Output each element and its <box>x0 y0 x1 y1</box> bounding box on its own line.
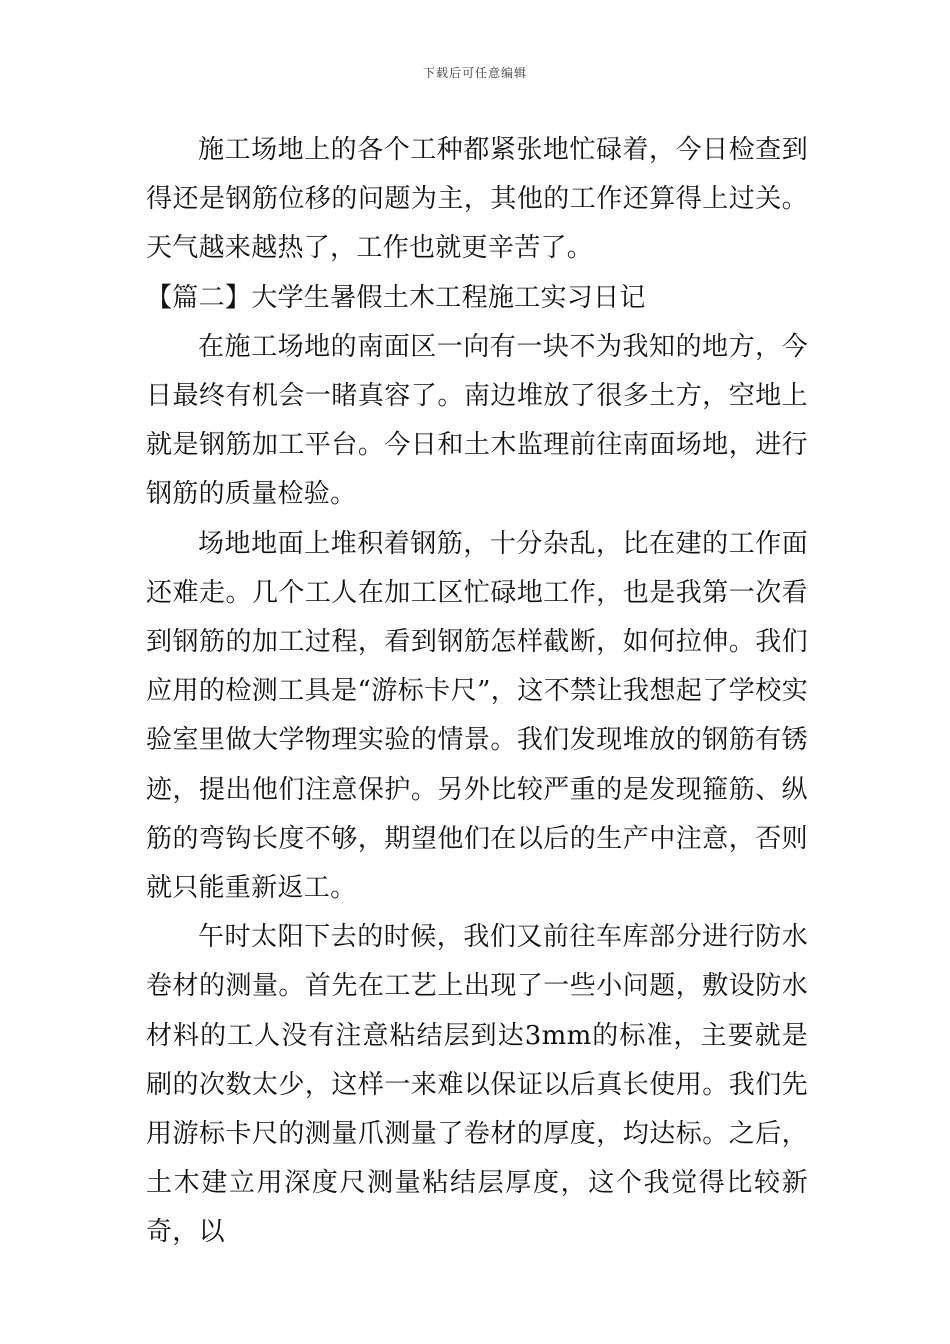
document-body <box>146 126 808 1258</box>
section-heading: 【篇二】大学生暑假土木工程施工实习日记 <box>146 282 646 313</box>
paragraph-3: 场地地面上堆积着钢筋，十分杂乱，比在建的工作面还难走。几个工人在加工区忙碌地工作，也是我第一次看到钢筋的加工过程，看到钢筋怎样截断，如何拉伸。我们应用的检测工具是“游标卡尺”，这不禁让我想起了学校实验室里做大学物理实验的情景。我们发现堆放的钢筋有锈迹，提出他们注意保护。另外比较严重的是发现箍筋、纵筋的弯钩长度不够，期望他们在以后的生产中注意，否则就只能重新返工。 <box>146 528 808 904</box>
paragraph-4: 午时太阳下去的时候，我们又前往车库部分进行防水卷材的测量。首先在工艺上出现了一些小问题，敷设防水材料的工人没有注意粘结层到达3mm的标准，主要就是刷的次数太少，这样一来难以保证以后真长使用。我们先用游标卡尺的测量爪测量了卷材的厚度，均达标。之后，土木建立用深度尺测量粘结层厚度，这个我觉得比较新奇，以 <box>146 922 808 1248</box>
header-note: 下载后可任意编辑 <box>422 66 527 80</box>
paragraph-1: 施工场地上的各个工种都紧张地忙碌着，今日检查到得还是钢筋位移的问题为主，其他的工作还算得上过关。天气越来越热了，工作也就更辛苦了。 <box>146 135 808 264</box>
paragraph-2: 在施工场地的南面区一向有一块不为我知的地方，今日最终有机会一睹真容了。南边堆放了很多土方，空地上就是钢筋加工平台。今日和土木监理前往南面场地，进行钢筋的质量检验。 <box>146 331 808 510</box>
